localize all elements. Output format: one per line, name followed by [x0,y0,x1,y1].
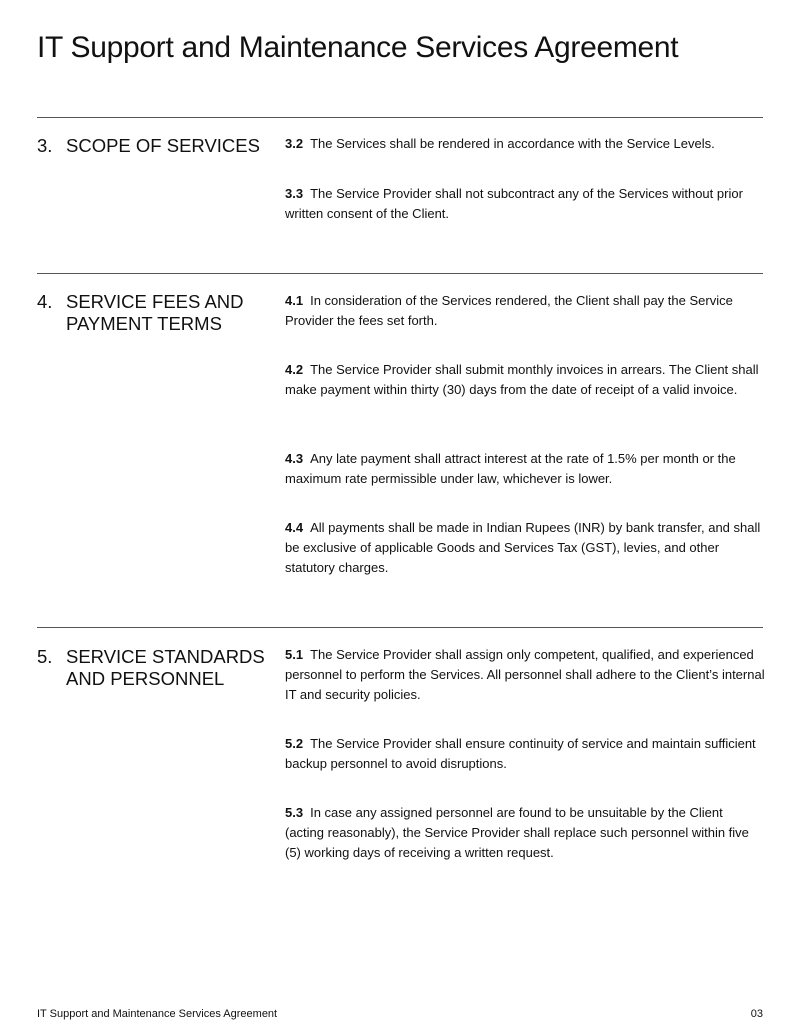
clause-4-3 [285,449,765,489]
clause-text: The Service Provider shall submit monthly invoices in arrears. The Client shall make payment within thirty (30) days from the date of receipt of a valid invoice. [285,362,759,397]
clause-text: The Service Provider shall ensure continuity of service and maintain sufficient backup personnel to avoid disruptions. [285,736,756,771]
clause-3-2 [285,134,765,154]
clause-number: 3.3 [285,186,304,201]
clause-5-2 [285,734,765,774]
section-divider [37,627,763,628]
clause-number: 4.1 [285,293,304,308]
clause-5-1 [285,645,765,704]
clause-text: The Service Provider shall not subcontract any of the Services without prior written consent of the Client. [285,186,743,221]
footer-document-title: IT Support and Maintenance Services Agreement [37,1008,278,1020]
section-number: 3. [37,135,53,156]
clause-number: 5.2 [285,736,304,751]
clause-text: In consideration of the Services rendered, the Client shall pay the Service Provider the fees set forth. [285,293,733,328]
clause-text: The Services shall be rendered in accordance with the Service Levels. [310,136,715,151]
section-5-heading [37,646,267,690]
clause-number: 4.2 [285,362,304,377]
footer-page-number: 03 [750,1008,763,1020]
clause-text: The Service Provider shall assign only competent, qualified, and experienced personnel to perform the Services. All personnel shall adhere to the Client’s internal IT and security policies. [285,647,765,702]
clause-number: 4.3 [285,451,304,466]
clause-4-4 [285,518,765,577]
clause-number: 4.4 [285,520,304,535]
clause-5-3 [285,803,765,862]
clause-text: In case any assigned personnel are found to be unsuitable by the Client (acting reasonably), the Service Provider shall replace such personnel within five (5) working days of receiving a written request. [285,805,749,860]
clause-4-1 [285,291,765,331]
section-number: 5. [37,646,53,667]
section-divider [37,117,763,118]
section-title: SERVICE FEES AND PAYMENT TERMS [66,291,244,334]
clause-text: Any late payment shall attract interest at the rate of 1.5% per month or the maximum rate permissible under law, whichever is lower. [285,451,736,486]
clause-3-3 [285,184,765,224]
clause-number: 5.3 [285,805,304,820]
section-3-heading [37,135,267,157]
clause-number: 5.1 [285,647,304,662]
section-divider [37,273,763,274]
section-title: SERVICE STANDARDS AND PERSONNEL [66,646,265,689]
clause-4-2 [285,360,765,400]
clause-text: All payments shall be made in Indian Rupees (INR) by bank transfer, and shall be exclusive of applicable Goods and Services Tax (GST), levies, and other statutory charges. [285,520,761,575]
document-title: IT Support and Maintenance Services Agreement [37,31,679,64]
section-title: SCOPE OF SERVICES [66,135,260,156]
section-4-heading [37,291,267,335]
clause-number: 3.2 [285,136,304,151]
section-number: 4. [37,291,53,312]
